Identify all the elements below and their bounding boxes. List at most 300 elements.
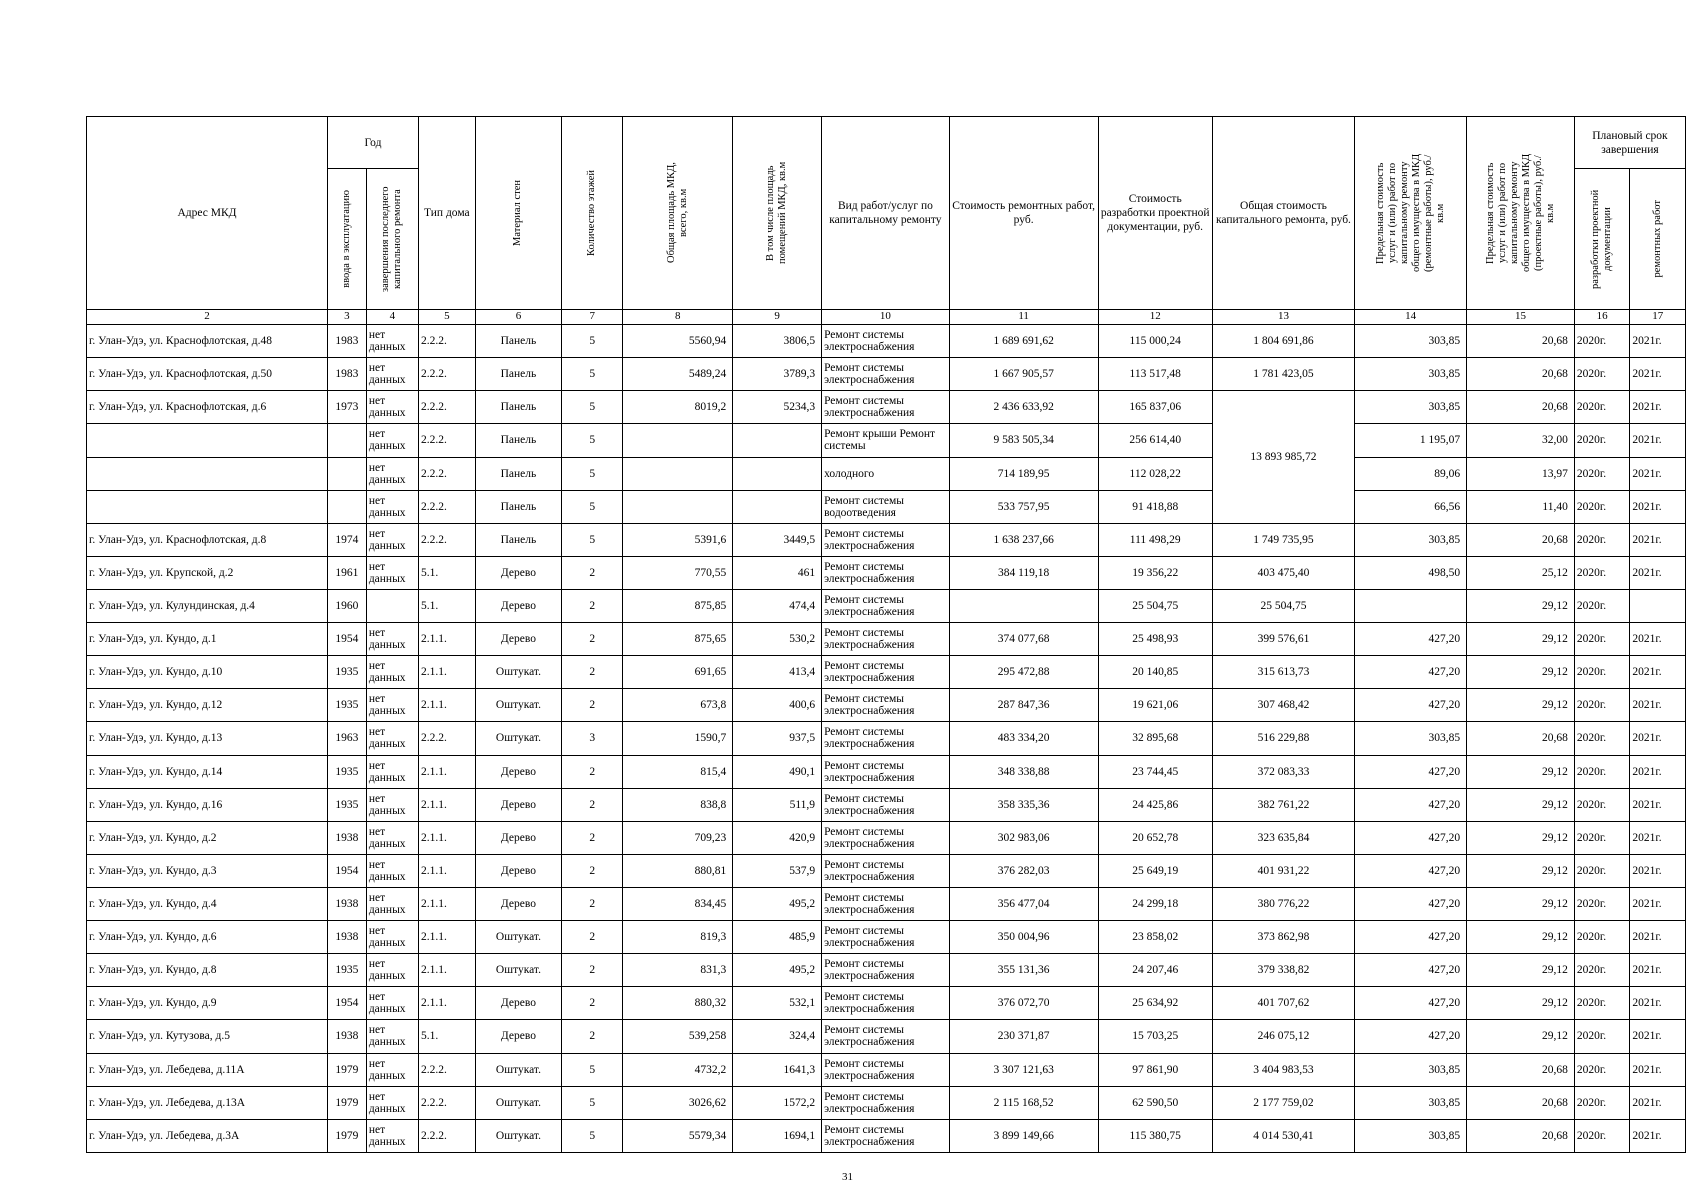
floors-cell: 5 xyxy=(562,490,623,523)
repair-cost-cell: 376 282,03 xyxy=(949,854,1098,887)
house-type-cell: 5.1. xyxy=(419,1020,476,1053)
address-cell: г. Улан-Удэ, ул. Краснофлотская, д.50 xyxy=(87,358,328,391)
design-deadline-cell: 2020г. xyxy=(1574,788,1630,821)
total-cost-cell: 399 576,61 xyxy=(1212,623,1354,656)
house-type-cell: 2.2.2. xyxy=(419,1086,476,1119)
limit-design-cell: 20,68 xyxy=(1467,325,1575,358)
total-area-cell: 815,4 xyxy=(623,755,733,788)
design-cost-cell: 97 861,90 xyxy=(1098,1053,1212,1086)
total-area-cell: 673,8 xyxy=(623,689,733,722)
column-number: 6 xyxy=(475,309,562,324)
premises-area-cell: 400,6 xyxy=(733,689,822,722)
limit-repair-cell: 427,20 xyxy=(1355,656,1467,689)
house-type-cell: 2.1.1. xyxy=(419,788,476,821)
commissioning-year-cell: 1935 xyxy=(327,656,366,689)
address-cell: г. Улан-Удэ, ул. Крупской, д.2 xyxy=(87,556,328,589)
limit-design-cell: 29,12 xyxy=(1467,755,1575,788)
floors-cell: 2 xyxy=(562,788,623,821)
last-repair-year-cell: нет данных xyxy=(366,623,418,656)
total-cost-cell: 401 931,22 xyxy=(1212,854,1354,887)
design-cost-cell: 115 380,75 xyxy=(1098,1119,1212,1152)
limit-repair-cell: 427,20 xyxy=(1355,689,1467,722)
column-number: 4 xyxy=(366,309,418,324)
limit-design-cell: 32,00 xyxy=(1467,424,1575,457)
design-cost-cell: 23 858,02 xyxy=(1098,921,1212,954)
house-type-cell: 2.2.2. xyxy=(419,1053,476,1086)
commissioning-year-cell: 1979 xyxy=(327,1119,366,1152)
address-cell: г. Улан-Удэ, ул. Кундо, д.9 xyxy=(87,987,328,1020)
house-type-cell: 2.2.2. xyxy=(419,391,476,424)
design-deadline-cell: 2020г. xyxy=(1574,457,1630,490)
design-cost-cell: 111 498,29 xyxy=(1098,523,1212,556)
house-type-cell: 2.1.1. xyxy=(419,689,476,722)
total-area-cell xyxy=(623,424,733,457)
commissioning-year-cell: 1979 xyxy=(327,1086,366,1119)
design-deadline-cell: 2020г. xyxy=(1574,358,1630,391)
column-number: 13 xyxy=(1212,309,1354,324)
design-cost-cell: 32 895,68 xyxy=(1098,722,1212,755)
wall-material-cell: Оштукат. xyxy=(475,921,562,954)
table-row xyxy=(87,987,1686,1020)
design-cost-cell: 20 140,85 xyxy=(1098,656,1212,689)
floors-cell: 2 xyxy=(562,987,623,1020)
total-area-cell xyxy=(623,490,733,523)
limit-design-cell: 25,12 xyxy=(1467,556,1575,589)
repair-deadline-cell: 2021г. xyxy=(1630,391,1686,424)
floors-cell: 5 xyxy=(562,358,623,391)
header-row-1 xyxy=(87,117,1686,169)
premises-area-cell: 495,2 xyxy=(733,887,822,920)
design-cost-cell: 19 621,06 xyxy=(1098,689,1212,722)
limit-design-cell: 29,12 xyxy=(1467,887,1575,920)
commissioning-year-cell: 1979 xyxy=(327,1053,366,1086)
repair-cost-cell: 348 338,88 xyxy=(949,755,1098,788)
total-area-cell: 5579,34 xyxy=(623,1119,733,1152)
work-type-cell: Ремонт системы электроснабжения xyxy=(822,656,950,689)
premises-area-cell: 3789,3 xyxy=(733,358,822,391)
premises-area-cell: 474,4 xyxy=(733,589,822,622)
house-type-cell: 2.2.2. xyxy=(419,325,476,358)
wall-material-cell: Дерево xyxy=(475,987,562,1020)
house-type-cell: 2.2.2. xyxy=(419,490,476,523)
repair-cost-cell: 384 119,18 xyxy=(949,556,1098,589)
floors-cell: 2 xyxy=(562,1020,623,1053)
last-repair-year-cell: нет данных xyxy=(366,457,418,490)
wall-material-cell: Оштукат. xyxy=(475,656,562,689)
column-number: 17 xyxy=(1630,309,1686,324)
commissioning-year-cell xyxy=(327,457,366,490)
table-row xyxy=(87,623,1686,656)
design-cost-cell: 91 418,88 xyxy=(1098,490,1212,523)
limit-design-cell: 29,12 xyxy=(1467,656,1575,689)
repair-cost-cell: 3 307 121,63 xyxy=(949,1053,1098,1086)
premises-area-cell: 532,1 xyxy=(733,987,822,1020)
design-deadline-cell: 2020г. xyxy=(1574,1020,1630,1053)
design-cost-cell: 115 000,24 xyxy=(1098,325,1212,358)
last-repair-year-cell: нет данных xyxy=(366,954,418,987)
last-repair-year-cell: нет данных xyxy=(366,722,418,755)
limit-design-cell: 11,40 xyxy=(1467,490,1575,523)
design-deadline-cell: 2020г. xyxy=(1574,987,1630,1020)
header-total-area: Общая площадь МКД, всего, кв.м xyxy=(623,117,733,310)
limit-design-cell: 29,12 xyxy=(1467,1020,1575,1053)
repair-deadline-cell: 2021г. xyxy=(1630,325,1686,358)
repair-deadline-cell: 2021г. xyxy=(1630,1086,1686,1119)
address-cell: г. Улан-Удэ, ул. Краснофлотская, д.48 xyxy=(87,325,328,358)
repair-cost-cell: 230 371,87 xyxy=(949,1020,1098,1053)
house-type-cell: 2.2.2. xyxy=(419,722,476,755)
table-row xyxy=(87,722,1686,755)
floors-cell: 5 xyxy=(562,325,623,358)
column-number: 10 xyxy=(822,309,950,324)
house-type-cell: 2.1.1. xyxy=(419,755,476,788)
work-type-cell: Ремонт системы электроснабжения xyxy=(822,987,950,1020)
floors-cell: 5 xyxy=(562,424,623,457)
table-row xyxy=(87,887,1686,920)
column-number: 15 xyxy=(1467,309,1575,324)
address-cell: г. Улан-Удэ, ул. Кундо, д.14 xyxy=(87,755,328,788)
limit-design-cell: 20,68 xyxy=(1467,1119,1575,1152)
repair-cost-cell: 1 689 691,62 xyxy=(949,325,1098,358)
last-repair-year-cell: нет данных xyxy=(366,325,418,358)
limit-repair-cell: 303,85 xyxy=(1355,325,1467,358)
floors-cell: 3 xyxy=(562,722,623,755)
house-type-cell: 2.2.2. xyxy=(419,358,476,391)
limit-repair-cell: 1 195,07 xyxy=(1355,424,1467,457)
house-type-cell: 2.1.1. xyxy=(419,656,476,689)
floors-cell: 5 xyxy=(562,523,623,556)
last-repair-year-cell: нет данных xyxy=(366,921,418,954)
last-repair-year-cell: нет данных xyxy=(366,424,418,457)
repair-deadline-cell: 2021г. xyxy=(1630,424,1686,457)
work-type-cell: Ремонт системы электроснабжения xyxy=(822,954,950,987)
repair-deadline-cell: 2021г. xyxy=(1630,722,1686,755)
floors-cell: 5 xyxy=(562,1053,623,1086)
address-cell: г. Улан-Удэ, ул. Кундо, д.16 xyxy=(87,788,328,821)
commissioning-year-cell: 1935 xyxy=(327,788,366,821)
address-cell: г. Улан-Удэ, ул. Кутузова, д.5 xyxy=(87,1020,328,1053)
wall-material-cell: Дерево xyxy=(475,887,562,920)
table-row xyxy=(87,1086,1686,1119)
floors-cell: 2 xyxy=(562,854,623,887)
repair-deadline-cell: 2021г. xyxy=(1630,656,1686,689)
header-repair-cost: Стоимость ремонтных работ, руб. xyxy=(949,117,1098,310)
repair-deadline-cell: 2021г. xyxy=(1630,921,1686,954)
total-area-cell: 691,65 xyxy=(623,656,733,689)
address-cell: г. Улан-Удэ, ул. Кундо, д.4 xyxy=(87,887,328,920)
commissioning-year-cell xyxy=(327,490,366,523)
header-address: Адрес МКД xyxy=(87,117,328,310)
repair-cost-cell: 483 334,20 xyxy=(949,722,1098,755)
last-repair-year-cell: нет данных xyxy=(366,656,418,689)
wall-material-cell: Дерево xyxy=(475,788,562,821)
address-cell xyxy=(87,424,328,457)
limit-repair-cell: 66,56 xyxy=(1355,490,1467,523)
house-type-cell: 2.1.1. xyxy=(419,887,476,920)
commissioning-year-cell: 1973 xyxy=(327,391,366,424)
total-area-cell: 539,258 xyxy=(623,1020,733,1053)
limit-design-cell: 29,12 xyxy=(1467,954,1575,987)
table-row xyxy=(87,325,1686,358)
design-deadline-cell: 2020г. xyxy=(1574,854,1630,887)
address-cell: г. Улан-Удэ, ул. Кундо, д.10 xyxy=(87,656,328,689)
column-number: 16 xyxy=(1574,309,1630,324)
design-deadline-cell: 2020г. xyxy=(1574,722,1630,755)
design-deadline-cell: 2020г. xyxy=(1574,689,1630,722)
work-type-cell: Ремонт системы электроснабжения xyxy=(822,722,950,755)
repair-deadline-cell: 2021г. xyxy=(1630,1053,1686,1086)
commissioning-year-cell: 1983 xyxy=(327,325,366,358)
house-type-cell: 2.2.2. xyxy=(419,424,476,457)
work-type-cell: Ремонт системы электроснабжения xyxy=(822,358,950,391)
repair-cost-cell: 2 115 168,52 xyxy=(949,1086,1098,1119)
limit-repair-cell: 303,85 xyxy=(1355,1053,1467,1086)
premises-area-cell: 413,4 xyxy=(733,656,822,689)
repair-cost-cell: 302 983,06 xyxy=(949,821,1098,854)
design-deadline-cell: 2020г. xyxy=(1574,921,1630,954)
design-deadline-cell: 2020г. xyxy=(1574,954,1630,987)
repair-deadline-cell: 2021г. xyxy=(1630,358,1686,391)
header-premises-area: В том числе площадь помещений МКД, кв.м xyxy=(733,117,822,310)
commissioning-year-cell: 1954 xyxy=(327,854,366,887)
last-repair-year-cell: нет данных xyxy=(366,755,418,788)
floors-cell: 2 xyxy=(562,887,623,920)
last-repair-year-cell: нет данных xyxy=(366,821,418,854)
work-type-cell: Ремонт системы электроснабжения xyxy=(822,1086,950,1119)
work-type-cell: Ремонт системы электроснабжения xyxy=(822,1053,950,1086)
work-type-cell: Ремонт системы электроснабжения xyxy=(822,887,950,920)
commissioning-year-cell: 1974 xyxy=(327,523,366,556)
last-repair-year-cell: нет данных xyxy=(366,1053,418,1086)
table-row xyxy=(87,424,1686,457)
total-cost-cell: 307 468,42 xyxy=(1212,689,1354,722)
total-cost-cell: 246 075,12 xyxy=(1212,1020,1354,1053)
design-deadline-cell: 2020г. xyxy=(1574,623,1630,656)
total-area-cell: 4732,2 xyxy=(623,1053,733,1086)
premises-area-cell: 537,9 xyxy=(733,854,822,887)
work-type-cell: Ремонт системы электроснабжения xyxy=(822,556,950,589)
design-cost-cell: 256 614,40 xyxy=(1098,424,1212,457)
wall-material-cell: Дерево xyxy=(475,854,562,887)
repair-cost-cell: 1 667 905,57 xyxy=(949,358,1098,391)
design-deadline-cell: 2020г. xyxy=(1574,589,1630,622)
limit-design-cell: 29,12 xyxy=(1467,788,1575,821)
header-year: Год xyxy=(327,117,418,169)
repair-cost-cell: 295 472,88 xyxy=(949,656,1098,689)
wall-material-cell: Оштукат. xyxy=(475,1119,562,1152)
floors-cell: 5 xyxy=(562,1086,623,1119)
house-type-cell: 2.2.2. xyxy=(419,457,476,490)
header-work-type: Вид работ/услуг по капитальному ремонту xyxy=(822,117,950,310)
limit-design-cell: 29,12 xyxy=(1467,854,1575,887)
design-cost-cell: 15 703,25 xyxy=(1098,1020,1212,1053)
repair-deadline-cell xyxy=(1630,589,1686,622)
repair-deadline-cell: 2021г. xyxy=(1630,887,1686,920)
last-repair-year-cell: нет данных xyxy=(366,1020,418,1053)
premises-area-cell: 485,9 xyxy=(733,921,822,954)
column-number: 11 xyxy=(949,309,1098,324)
header-limit-design: Предельная стоимость услуг и (или) работ по капитальному ремонту общего имущества в МКД (проектные работы), руб./кв.м xyxy=(1467,117,1575,310)
limit-repair-cell: 498,50 xyxy=(1355,556,1467,589)
last-repair-year-cell: нет данных xyxy=(366,1119,418,1152)
repair-deadline-cell: 2021г. xyxy=(1630,490,1686,523)
repair-cost-cell: 287 847,36 xyxy=(949,689,1098,722)
limit-design-cell: 29,12 xyxy=(1467,689,1575,722)
premises-area-cell: 3806,5 xyxy=(733,325,822,358)
last-repair-year-cell: нет данных xyxy=(366,391,418,424)
premises-area-cell xyxy=(733,490,822,523)
total-cost-cell: 1 749 735,95 xyxy=(1212,523,1354,556)
work-type-cell: Ремонт системы электроснабжения xyxy=(822,589,950,622)
total-area-cell: 819,3 xyxy=(623,921,733,954)
total-cost-cell: 373 862,98 xyxy=(1212,921,1354,954)
house-type-cell: 2.1.1. xyxy=(419,821,476,854)
last-repair-year-cell: нет данных xyxy=(366,490,418,523)
column-number: 7 xyxy=(562,309,623,324)
work-type-cell: Ремонт системы электроснабжения xyxy=(822,755,950,788)
total-area-cell: 709,23 xyxy=(623,821,733,854)
address-cell: г. Улан-Удэ, ул. Кундо, д.2 xyxy=(87,821,328,854)
total-cost-cell: 315 613,73 xyxy=(1212,656,1354,689)
total-area-cell: 8019,2 xyxy=(623,391,733,424)
wall-material-cell: Дерево xyxy=(475,589,562,622)
design-cost-cell: 23 744,45 xyxy=(1098,755,1212,788)
house-type-cell: 2.1.1. xyxy=(419,921,476,954)
floors-cell: 2 xyxy=(562,821,623,854)
repair-deadline-cell: 2021г. xyxy=(1630,755,1686,788)
design-deadline-cell: 2020г. xyxy=(1574,325,1630,358)
wall-material-cell: Панель xyxy=(475,457,562,490)
header-limit-repair: Предельная стоимость услуг и (или) работ по капитальному ремонту общего имущества в МКД (ремонтные работы), руб./кв.м xyxy=(1355,117,1467,310)
column-number: 5 xyxy=(419,309,476,324)
design-cost-cell: 25 649,19 xyxy=(1098,854,1212,887)
total-cost-cell: 516 229,88 xyxy=(1212,722,1354,755)
total-cost-cell: 3 404 983,53 xyxy=(1212,1053,1354,1086)
total-area-cell: 5391,6 xyxy=(623,523,733,556)
house-type-cell: 2.1.1. xyxy=(419,623,476,656)
total-cost-cell: 382 761,22 xyxy=(1212,788,1354,821)
repair-deadline-cell: 2021г. xyxy=(1630,689,1686,722)
commissioning-year-cell: 1935 xyxy=(327,689,366,722)
address-cell: г. Улан-Удэ, ул. Кундо, д.6 xyxy=(87,921,328,954)
premises-area-cell: 490,1 xyxy=(733,755,822,788)
last-repair-year-cell: нет данных xyxy=(366,358,418,391)
last-repair-year-cell: нет данных xyxy=(366,523,418,556)
total-area-cell: 838,8 xyxy=(623,788,733,821)
column-numbers-row xyxy=(87,309,1686,324)
design-cost-cell: 20 652,78 xyxy=(1098,821,1212,854)
repair-deadline-cell: 2021г. xyxy=(1630,954,1686,987)
limit-repair-cell: 427,20 xyxy=(1355,1020,1467,1053)
total-area-cell: 875,85 xyxy=(623,589,733,622)
premises-area-cell: 1694,1 xyxy=(733,1119,822,1152)
floors-cell: 2 xyxy=(562,556,623,589)
total-cost-cell: 403 475,40 xyxy=(1212,556,1354,589)
repair-deadline-cell: 2021г. xyxy=(1630,987,1686,1020)
limit-design-cell: 29,12 xyxy=(1467,589,1575,622)
repair-cost-cell: 350 004,96 xyxy=(949,921,1098,954)
design-cost-cell: 25 504,75 xyxy=(1098,589,1212,622)
total-area-cell xyxy=(623,457,733,490)
wall-material-cell: Оштукат. xyxy=(475,689,562,722)
repair-deadline-cell: 2021г. xyxy=(1630,623,1686,656)
header-house-type: Тип дома xyxy=(419,117,476,310)
repair-cost-cell: 714 189,95 xyxy=(949,457,1098,490)
design-deadline-cell: 2020г. xyxy=(1574,523,1630,556)
limit-repair-cell: 427,20 xyxy=(1355,887,1467,920)
wall-material-cell: Оштукат. xyxy=(475,1053,562,1086)
limit-design-cell: 20,68 xyxy=(1467,1086,1575,1119)
wall-material-cell: Оштукат. xyxy=(475,1086,562,1119)
repair-cost-cell: 9 583 505,34 xyxy=(949,424,1098,457)
floors-cell: 2 xyxy=(562,921,623,954)
limit-design-cell: 29,12 xyxy=(1467,987,1575,1020)
column-number: 2 xyxy=(87,309,328,324)
repair-cost-cell: 3 899 149,66 xyxy=(949,1119,1098,1152)
last-repair-year-cell: нет данных xyxy=(366,854,418,887)
limit-repair-cell: 427,20 xyxy=(1355,987,1467,1020)
floors-cell: 5 xyxy=(562,1119,623,1152)
commissioning-year-cell: 1938 xyxy=(327,921,366,954)
limit-repair-cell: 427,20 xyxy=(1355,755,1467,788)
column-number: 8 xyxy=(623,309,733,324)
table-row xyxy=(87,457,1686,490)
premises-area-cell: 937,5 xyxy=(733,722,822,755)
wall-material-cell: Панель xyxy=(475,391,562,424)
total-cost-cell: 1 804 691,86 xyxy=(1212,325,1354,358)
commissioning-year-cell: 1960 xyxy=(327,589,366,622)
wall-material-cell: Дерево xyxy=(475,556,562,589)
premises-area-cell: 5234,3 xyxy=(733,391,822,424)
work-type-cell: Ремонт системы электроснабжения xyxy=(822,1119,950,1152)
premises-area-cell xyxy=(733,457,822,490)
house-type-cell: 5.1. xyxy=(419,556,476,589)
commissioning-year-cell: 1963 xyxy=(327,722,366,755)
wall-material-cell: Панель xyxy=(475,325,562,358)
work-type-cell: Ремонт системы электроснабжения xyxy=(822,854,950,887)
design-cost-cell: 165 837,06 xyxy=(1098,391,1212,424)
repair-cost-cell xyxy=(949,589,1098,622)
repair-deadline-cell: 2021г. xyxy=(1630,523,1686,556)
table-row xyxy=(87,358,1686,391)
premises-area-cell: 511,9 xyxy=(733,788,822,821)
limit-repair-cell: 427,20 xyxy=(1355,954,1467,987)
wall-material-cell: Панель xyxy=(475,424,562,457)
total-area-cell: 1590,7 xyxy=(623,722,733,755)
limit-repair-cell: 303,85 xyxy=(1355,391,1467,424)
table-row xyxy=(87,755,1686,788)
work-type-cell: Ремонт системы электроснабжения xyxy=(822,325,950,358)
address-cell xyxy=(87,490,328,523)
limit-repair-cell: 303,85 xyxy=(1355,1086,1467,1119)
work-type-cell: Ремонт крыши Ремонт системы xyxy=(822,424,950,457)
premises-area-cell: 324,4 xyxy=(733,1020,822,1053)
repair-cost-cell: 1 638 237,66 xyxy=(949,523,1098,556)
wall-material-cell: Дерево xyxy=(475,821,562,854)
design-deadline-cell: 2020г. xyxy=(1574,755,1630,788)
header-wall-material: Материал стен xyxy=(475,117,562,310)
repair-deadline-cell: 2021г. xyxy=(1630,854,1686,887)
last-repair-year-cell: нет данных xyxy=(366,1086,418,1119)
limit-design-cell: 13,97 xyxy=(1467,457,1575,490)
table-row xyxy=(87,854,1686,887)
address-cell: г. Улан-Удэ, ул. Лебедева, д.11А xyxy=(87,1053,328,1086)
total-area-cell: 880,32 xyxy=(623,987,733,1020)
premises-area-cell: 495,2 xyxy=(733,954,822,987)
repair-deadline-cell: 2021г. xyxy=(1630,821,1686,854)
total-area-cell: 3026,62 xyxy=(623,1086,733,1119)
address-cell: г. Улан-Удэ, ул. Лебедева, д.13А xyxy=(87,1086,328,1119)
